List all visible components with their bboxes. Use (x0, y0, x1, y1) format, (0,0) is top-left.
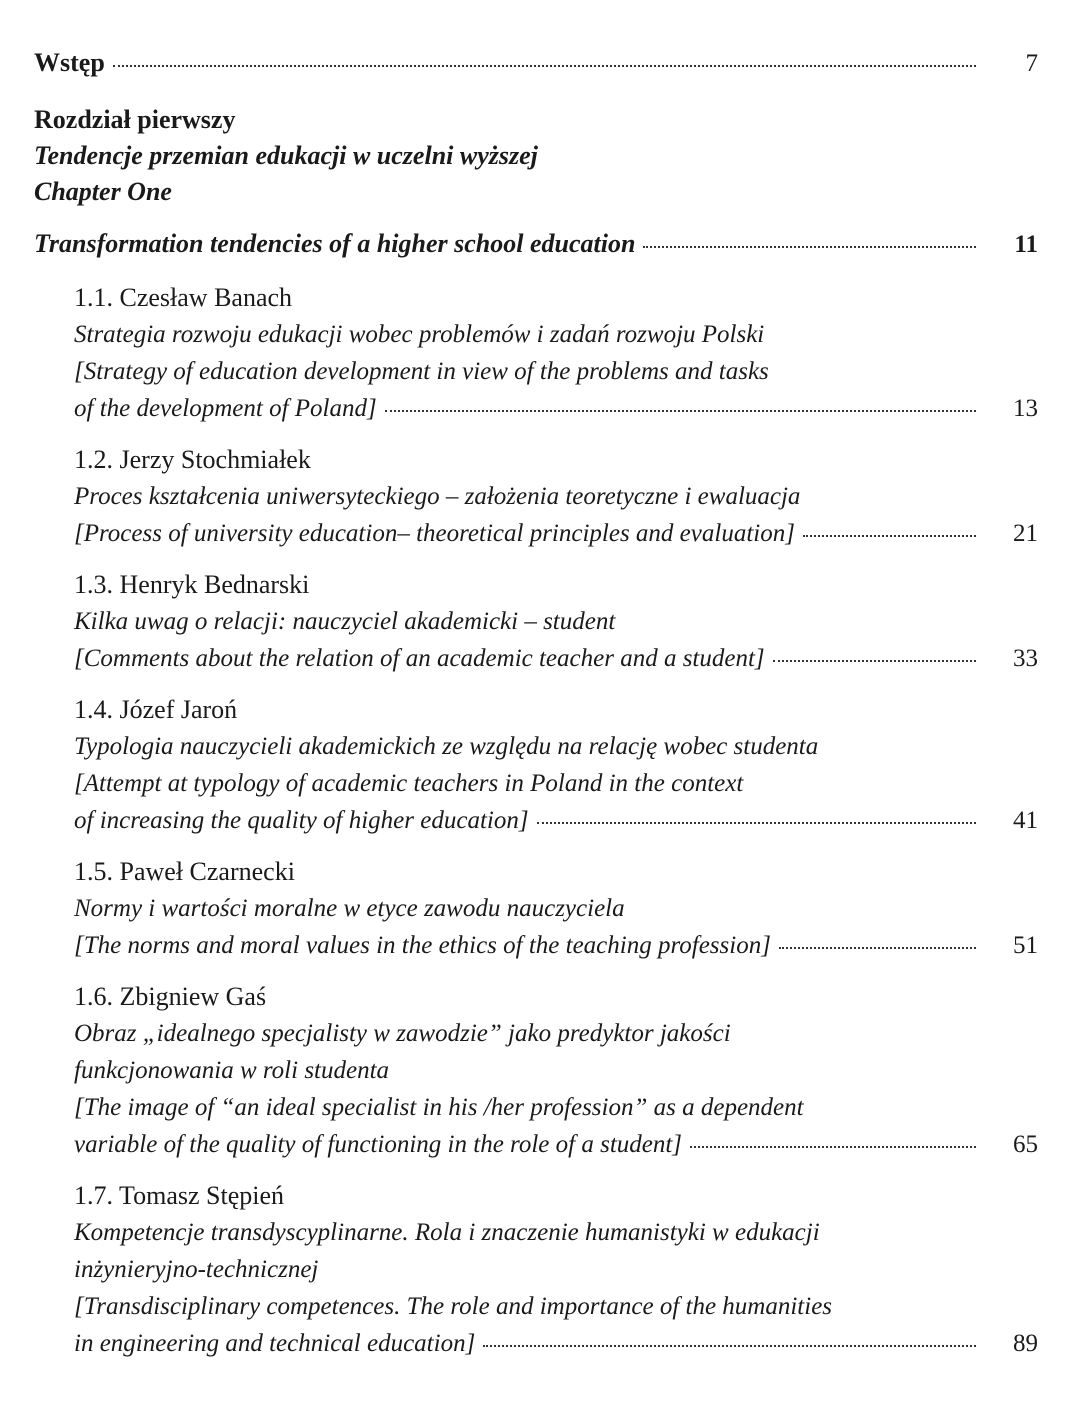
page-number: 13 (1013, 395, 1038, 422)
page-number: 41 (1013, 807, 1038, 834)
page-number: 7 (1025, 50, 1038, 77)
entry-title-last-line: [Process of university education– theoretical principles and evaluation] (74, 520, 795, 547)
dot-leader (113, 65, 976, 67)
chapter-label-pl: Rozdział pierwszy (34, 105, 236, 134)
entry-title-line: [Strategy of education development in view of the problems and tasks (74, 358, 769, 385)
entry-author: 1.7. Tomasz Stępień (74, 1181, 285, 1210)
toc-entry[interactable] (34, 566, 1038, 677)
entry-author: 1.5. Paweł Czarnecki (74, 857, 295, 886)
entry-title-last-line: in engineering and technical education] (74, 1330, 476, 1357)
table-of-contents (34, 40, 1038, 1376)
entry-title-line: funkcjonowania w roli studenta (74, 1057, 390, 1084)
toc-entry-intro[interactable] (34, 48, 1038, 78)
entry-title-last-line: variable of the quality of functioning in the role of a student] (74, 1131, 683, 1158)
toc-entry-chapter[interactable] (34, 226, 1038, 263)
chapter-title-en: Transformation tendencies of a higher school education (34, 229, 636, 258)
entry-title-line: Typologia nauczycieli akademickich ze względu na relację wobec studenta (74, 733, 819, 760)
page-number: 21 (1013, 520, 1038, 547)
entry-title-last-line: [The norms and moral values in the ethics of the teaching profession] (74, 932, 771, 959)
entry-author: 1.6. Zbigniew Gaś (74, 982, 267, 1011)
chapter-label-en: Chapter One (34, 177, 172, 206)
entry-title-line: Kilka uwag o relacji: nauczyciel akademicki – student (74, 608, 616, 635)
chapter-heading (34, 102, 1038, 263)
page-number: 11 (1014, 231, 1038, 258)
toc-entry[interactable] (34, 279, 1038, 427)
entry-title-line: [Attempt at typology of academic teachers in Poland in the context (74, 770, 744, 797)
dot-leader (385, 410, 976, 412)
entry-title-line: [The image of “an ideal specialist in his /her profession” as a dependent (74, 1094, 804, 1121)
intro-title: Wstęp (34, 48, 105, 77)
entry-title-line: Kompetencje transdyscyplinarne. Rola i znaczenie humanistyki w edukacji (74, 1219, 820, 1246)
entry-title-line: [Transdisciplinary competences. The role and importance of the humanities (74, 1293, 833, 1320)
toc-entry[interactable] (34, 853, 1038, 964)
entry-title-line: Normy i wartości moralne w etyce zawodu nauczyciela (74, 895, 625, 922)
toc-entry[interactable] (34, 978, 1038, 1163)
page-number: 51 (1013, 932, 1038, 959)
dot-leader (690, 1146, 976, 1148)
entry-title-last-line: [Comments about the relation of an academic teacher and a student] (74, 645, 765, 672)
entry-author: 1.2. Jerzy Stochmiałek (74, 445, 311, 474)
entry-author: 1.3. Henryk Bednarski (74, 570, 310, 599)
page-number: 89 (1013, 1330, 1038, 1357)
entry-title-line: Proces kształcenia uniwersyteckiego – założenia teoretyczne i ewaluacja (74, 483, 801, 510)
dot-leader (803, 535, 976, 537)
entry-title-last-line: of increasing the quality of higher education] (74, 807, 529, 834)
entry-author: 1.4. Józef Jaroń (74, 695, 238, 724)
toc-entries (34, 279, 1038, 1362)
chapter-title-pl: Tendencje przemian edukacji w uczelni wyższej (34, 141, 538, 170)
dot-leader (773, 660, 976, 662)
page-number: 65 (1013, 1131, 1038, 1158)
toc-entry[interactable] (34, 1177, 1038, 1362)
entry-title-line: inżynieryjno-technicznej (74, 1256, 319, 1283)
dot-leader (643, 246, 976, 248)
toc-entry[interactable] (34, 691, 1038, 839)
dot-leader (537, 822, 976, 824)
dot-leader (779, 947, 976, 949)
page-number: 33 (1013, 645, 1038, 672)
entry-title-last-line: of the development of Poland] (74, 395, 377, 422)
dot-leader (483, 1345, 976, 1347)
entry-author: 1.1. Czesław Banach (74, 283, 293, 312)
entry-title-line: Obraz „idealnego specjalisty w zawodzie” jako predyktor jakości (74, 1020, 731, 1047)
entry-title-line: Strategia rozwoju edukacji wobec problemów i zadań rozwoju Polski (74, 321, 765, 348)
toc-entry[interactable] (34, 441, 1038, 552)
